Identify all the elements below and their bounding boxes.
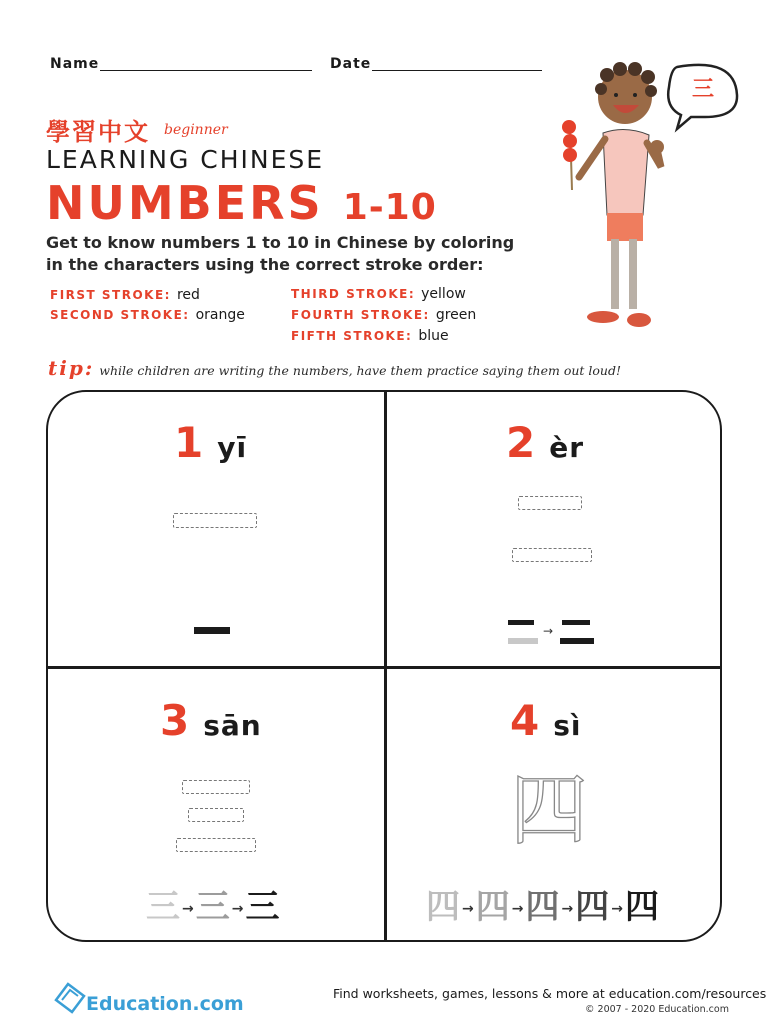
- stroke-legend-right: [291, 284, 476, 347]
- cell-2-pinyin: èr: [549, 431, 585, 464]
- child-illustration: [545, 55, 745, 345]
- cell-4-number: 4: [510, 696, 540, 745]
- name-label: Name: [50, 56, 100, 72]
- cell-4-pinyin: sì: [553, 709, 582, 742]
- education-logo-icon: [52, 978, 88, 1014]
- cell-2-trace-stroke-1[interactable]: [518, 496, 582, 510]
- grid-divider-horizontal: [48, 666, 720, 669]
- cell-3-trace-stroke-2[interactable]: [188, 808, 244, 822]
- stroke-color-3: yellow: [421, 286, 466, 302]
- stroke-label-2: SECOND STROKE:: [50, 308, 190, 322]
- intro-text: [46, 232, 514, 276]
- stroke-color-1: red: [176, 287, 200, 303]
- cell-1-title: [174, 418, 247, 467]
- cell-2-stroke-sequence: [508, 618, 598, 650]
- cell-1-stroke-sequence: [194, 627, 230, 634]
- stroke-label-4: FOURTH STROKE:: [291, 308, 430, 322]
- cell-4-trace-char[interactable]: 四: [510, 766, 589, 856]
- brand-name[interactable]: Education.com: [86, 993, 244, 1015]
- intro-line-2: in the characters using the correct stroke order:: [46, 255, 484, 274]
- cell-4-stroke-sequence: 四 →四 →四 →四 →四: [426, 887, 659, 927]
- cell-3-title: [160, 696, 262, 745]
- cell-3-trace-stroke-1[interactable]: [182, 780, 250, 794]
- cell-1-trace-area[interactable]: [173, 513, 257, 528]
- name-field[interactable]: [100, 70, 312, 71]
- page-title: [46, 176, 437, 230]
- level-label: beginner: [164, 122, 228, 138]
- cell-2-number: 2: [506, 418, 536, 467]
- date-label: Date: [330, 56, 372, 72]
- cell-3-pinyin: sān: [203, 709, 262, 742]
- tip-label: tip:: [48, 356, 95, 380]
- stroke-color-5: blue: [418, 328, 449, 344]
- svg-text:→: →: [543, 624, 554, 638]
- practice-grid: [46, 390, 722, 942]
- cell-4-title: [510, 696, 582, 745]
- title-word: NUMBERS: [46, 176, 324, 230]
- date-field[interactable]: [372, 70, 542, 71]
- footer-copyright: © 2007 - 2020 Education.com: [585, 1004, 729, 1015]
- stroke-label-1: FIRST STROKE:: [50, 288, 171, 302]
- cell-3-trace-stroke-3[interactable]: [176, 838, 256, 852]
- cell-2-trace-stroke-2[interactable]: [512, 548, 592, 562]
- stroke-legend-left: [50, 285, 245, 325]
- chinese-title: 學習中文: [46, 118, 150, 146]
- cell-2-title: [506, 418, 584, 467]
- stroke-label-3: THIRD STROKE:: [291, 287, 416, 301]
- cell-1-pinyin: yī: [217, 431, 248, 464]
- intro-line-1: Get to know numbers 1 to 10 in Chinese by coloring: [46, 233, 515, 252]
- subtitle: LEARNING CHINESE: [46, 145, 325, 174]
- title-range: 1-10: [342, 187, 437, 228]
- speech-bubble-char: 三: [692, 77, 715, 102]
- cell-1-number: 1: [174, 418, 204, 467]
- stroke-color-2: orange: [195, 307, 245, 323]
- tip-text: while children are writing the numbers, have them practice saying them out loud!: [99, 363, 621, 378]
- cell-3-stroke-sequence: 三 →三 →三: [146, 887, 280, 927]
- tip-line: [48, 356, 621, 380]
- stroke-color-4: green: [435, 307, 477, 323]
- footer-find-text[interactable]: Find worksheets, games, lessons & more at education.com/resources: [333, 986, 767, 1001]
- cell-3-number: 3: [160, 696, 190, 745]
- stroke-label-5: FIFTH STROKE:: [291, 329, 413, 343]
